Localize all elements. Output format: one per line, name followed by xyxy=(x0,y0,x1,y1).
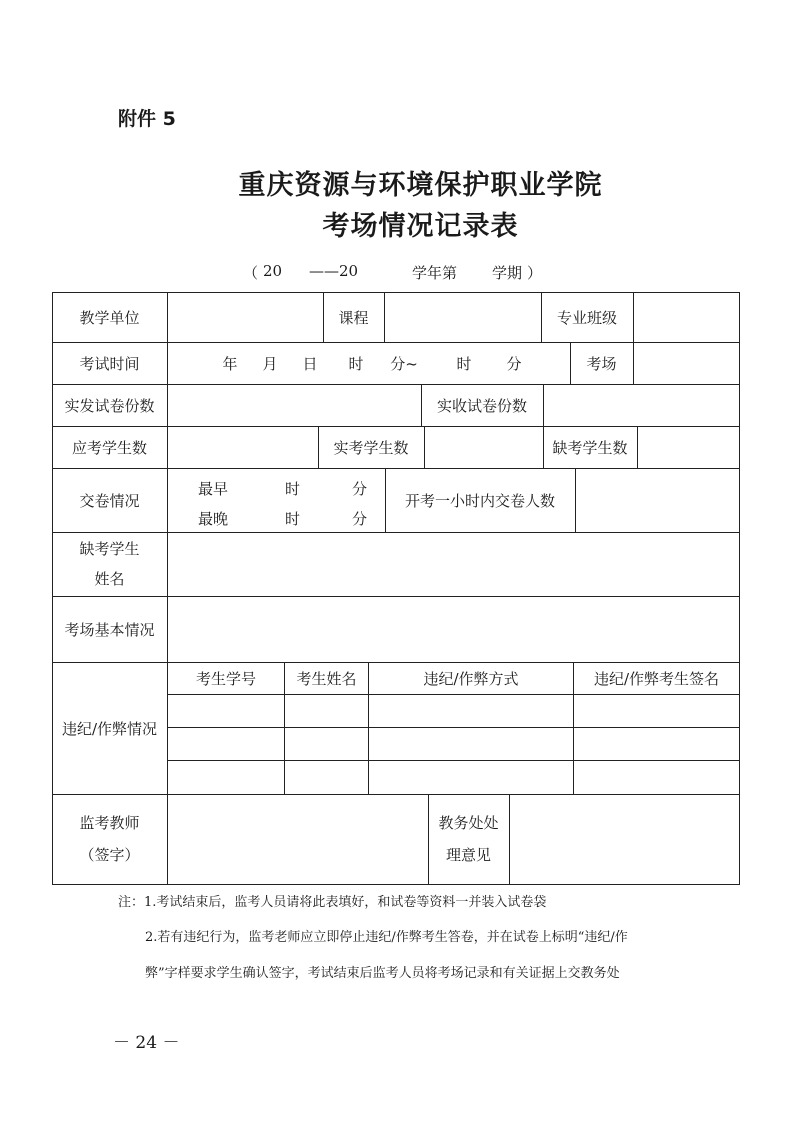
field-major-class[interactable] xyxy=(634,292,739,342)
exam-time-hour-end: 时 xyxy=(456,354,472,373)
label-within-hour: 开考一小时内交卷人数 xyxy=(404,491,555,510)
document-subtitle: 考场情况记录表 xyxy=(322,211,519,242)
earliest-label: 最早 xyxy=(198,480,229,498)
field-teaching-unit[interactable] xyxy=(168,292,323,342)
latest-label: 最晚 xyxy=(198,510,229,528)
document-title: 重庆资源与环境保护职业学院 xyxy=(238,170,603,201)
label-papers-issued: 实发试卷份数 xyxy=(64,396,155,415)
exam-time-minute-end: 分 xyxy=(506,354,522,373)
field-invigilator-signature[interactable] xyxy=(168,794,428,884)
school-year-open-paren: （ xyxy=(243,264,259,282)
label-invigilator-line1: 监考教师 xyxy=(79,814,140,832)
field-course[interactable] xyxy=(385,292,541,342)
col-header-student-id: 考生学号 xyxy=(195,669,256,688)
exam-time-month: 月 xyxy=(262,354,278,373)
label-papers-collected: 实收试卷份数 xyxy=(436,396,527,415)
exam-time-hour-start: 时 xyxy=(348,354,364,373)
earliest-minute-label: 分 xyxy=(352,480,368,498)
label-students-absent: 缺考学生数 xyxy=(552,438,628,457)
label-exam-room: 考场 xyxy=(586,354,617,373)
label-submission: 交卷情况 xyxy=(79,491,140,510)
school-year-end: ——20 xyxy=(309,262,359,280)
note-2-line2: 弊”字样要求学生确认签字，考试结束后监考人员将考场记录和有关证据上交教务处 xyxy=(145,966,620,981)
exam-time-minute-start: 分~ xyxy=(390,354,418,373)
field-students-present[interactable] xyxy=(425,426,543,468)
label-invigilator-line2: （签字） xyxy=(79,846,140,864)
label-course: 课程 xyxy=(338,308,369,327)
field-absent-names[interactable] xyxy=(168,532,739,596)
field-academic-office-opinion[interactable] xyxy=(510,794,739,884)
school-year-start: 20 xyxy=(263,262,283,280)
exam-time-year: 年 xyxy=(222,354,238,373)
school-term-label: 学期 xyxy=(492,264,523,282)
earliest-hour-label: 时 xyxy=(285,480,301,498)
field-within-hour[interactable] xyxy=(576,468,739,532)
field-students-expected[interactable] xyxy=(168,426,318,468)
field-papers-issued[interactable] xyxy=(168,384,421,426)
label-absent-names-line1: 缺考学生 xyxy=(79,540,140,558)
label-violation: 违纪/作弊情况 xyxy=(61,719,158,738)
label-academic-office-line1: 教务处处 xyxy=(438,814,499,832)
label-absent-names xyxy=(52,532,167,596)
label-major-class: 专业班级 xyxy=(556,308,617,327)
violation-rows[interactable] xyxy=(168,695,739,794)
latest-minute-label: 分 xyxy=(352,510,368,528)
note-1: 注：1.考试结束后，监考人员请将此表填好，和试卷等资料一并装入试卷袋 xyxy=(118,895,547,910)
school-year-close-paren: ） xyxy=(527,264,543,282)
col-header-student-name: 考生姓名 xyxy=(296,669,357,688)
label-basic-situation: 考场基本情况 xyxy=(64,620,155,639)
label-academic-office-line2: 理意见 xyxy=(445,846,491,864)
school-year-term-label: 学年第 xyxy=(412,264,458,282)
field-exam-room[interactable] xyxy=(634,342,739,384)
field-students-absent[interactable] xyxy=(638,426,739,468)
label-teaching-unit: 教学单位 xyxy=(79,308,140,327)
label-students-expected: 应考学生数 xyxy=(71,438,147,457)
latest-hour-label: 时 xyxy=(285,510,301,528)
col-header-signature: 违纪/作弊考生签名 xyxy=(593,669,720,688)
page-number: － 24 － xyxy=(113,1033,180,1053)
label-invigilator xyxy=(52,794,167,884)
label-absent-names-line2: 姓名 xyxy=(94,570,125,588)
col-header-method: 违纪/作弊方式 xyxy=(423,669,519,688)
label-academic-office xyxy=(428,794,509,884)
field-papers-collected[interactable] xyxy=(544,384,739,426)
field-basic-situation[interactable] xyxy=(168,596,739,662)
attachment-label: 附件 5 xyxy=(118,108,176,130)
label-students-present: 实考学生数 xyxy=(333,438,409,457)
exam-time-day: 日 xyxy=(302,354,318,373)
note-2-line1: 2.若有违纪行为，监考老师应立即停止违纪/作弊考生答卷，并在试卷上标明“违纪/作 xyxy=(145,930,628,945)
label-exam-time: 考试时间 xyxy=(79,354,140,373)
